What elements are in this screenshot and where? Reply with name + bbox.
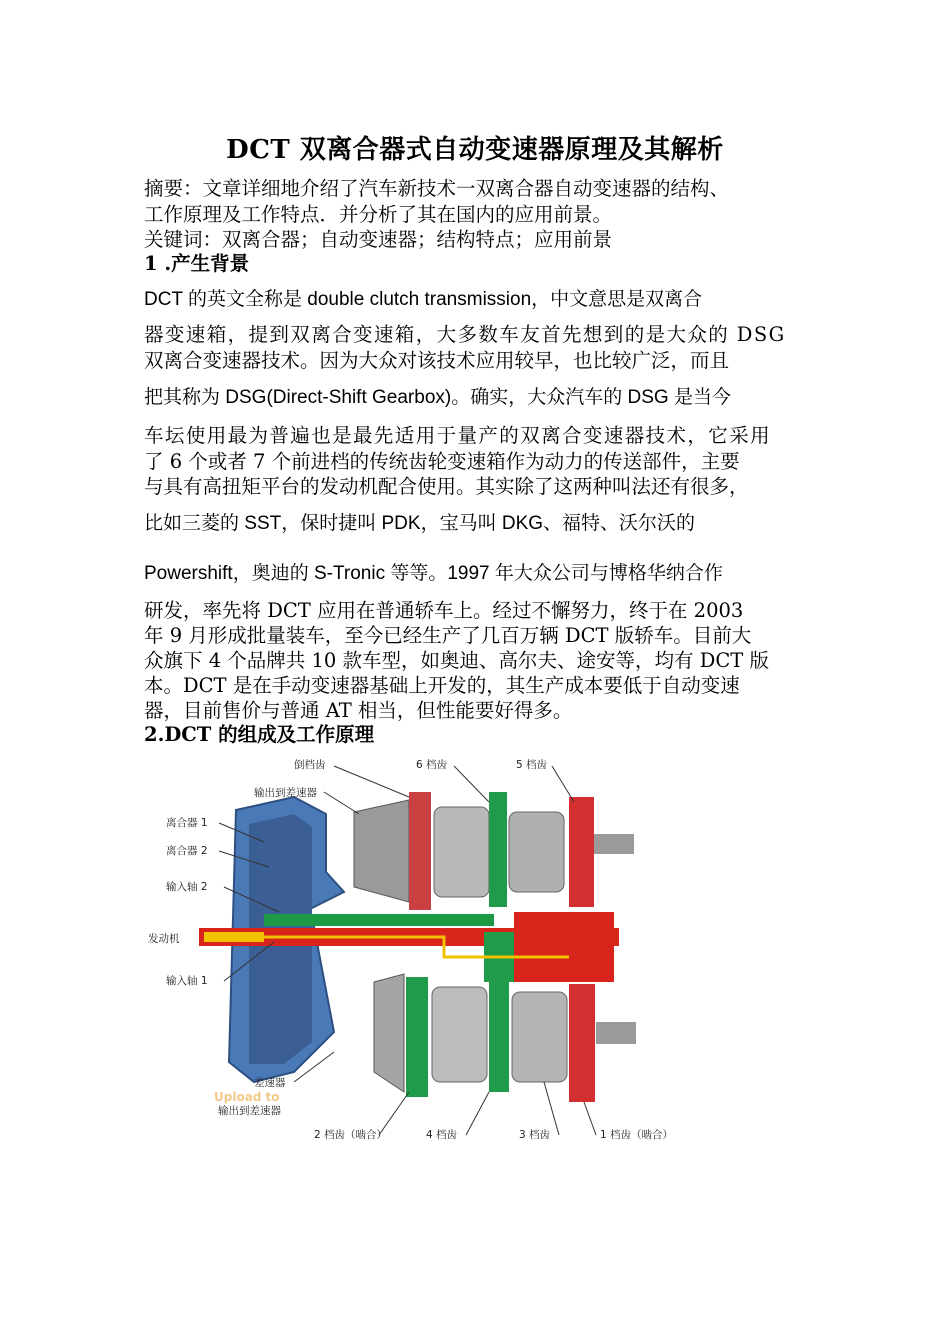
label-input-shaft-1: 输入轴 1	[166, 975, 208, 987]
reverse-gear	[409, 792, 431, 910]
label-input-shaft-2: 输入轴 2	[166, 881, 208, 893]
label-reverse: 倒档齿	[294, 759, 326, 771]
body-line: 器，目前售价与普通 AT 相当，但性能要好得多。	[144, 699, 573, 722]
gear-4	[489, 982, 509, 1092]
label-engine: 发动机	[148, 933, 180, 945]
label-gear-2: 2 档齿（啮合）	[314, 1129, 388, 1141]
gear-5	[569, 797, 594, 907]
body-line: 双离合变速器技术。因为大众对该技术应用较早，也比较广泛，而且	[144, 349, 730, 372]
synchro-upper-1	[434, 807, 489, 897]
upper-gear-grey	[354, 800, 409, 902]
output-shaft-lower	[596, 1022, 636, 1044]
gear-6	[489, 792, 507, 907]
section-heading-1: 1 .产生背景	[144, 252, 250, 275]
label-gear-3: 3 档齿	[519, 1129, 551, 1141]
body-line: 车坛使用最为普遍也是最先适用于量产的双离合变速器技术，它采用	[144, 424, 772, 447]
label-output-top: 输出到差速器	[254, 787, 317, 799]
lower-gear-grey	[374, 974, 404, 1092]
gear-1	[569, 984, 595, 1102]
label-gear-4: 4 档齿	[426, 1129, 458, 1141]
label-output-bottom: 输出到差速器	[218, 1105, 281, 1117]
label-clutch-1: 离合器 1	[166, 817, 208, 829]
label-gear-5: 5 档齿	[516, 759, 548, 771]
dct-diagram	[144, 752, 694, 1150]
synchro-lower-2	[512, 992, 567, 1082]
label-gear-6: 6 档齿	[416, 759, 448, 771]
body-line: Powershift，奥迪的 S-Tronic 等等。1997 年大众公司与博格华纳合作	[144, 563, 723, 584]
watermark: Upload to	[214, 1090, 280, 1104]
page-title: DCT 双离合器式自动变速器原理及其解析	[226, 135, 724, 165]
body-line: 研发，率先将 DCT 应用在普通轿车上。经过不懈努力，终于在 2003	[144, 599, 744, 622]
keywords-line: 关键词：双离合器；自动变速器；结构特点；应用前景	[144, 228, 613, 251]
body-line: 了 6 个或者 7 个前进档的传统齿轮变速箱作为动力的传送部件，主要	[144, 450, 740, 473]
output-gear-cluster	[514, 912, 614, 982]
abstract-line-2: 工作原理及工作特点．并分析了其在国内的应用前景。	[144, 203, 613, 226]
input-shaft-2	[264, 914, 494, 926]
section-heading-2: 2.DCT 的组成及工作原理	[144, 723, 375, 746]
body-line: DCT 的英文全称是 double clutch transmission，中文意思是双离合	[144, 289, 703, 310]
body-line: 比如三菱的 SST，保时捷叫 PDK，宝马叫 DKG、福特、沃尔沃的	[144, 513, 696, 534]
label-differential: 差速器	[254, 1077, 286, 1089]
label-clutch-2: 离合器 2	[166, 845, 208, 857]
output-shaft-upper	[594, 834, 634, 854]
body-line: 把其称为 DSG(Direct-Shift Gearbox)。确实，大众汽车的 DSG 是当今	[144, 387, 731, 408]
body-line: 年 9 月形成批量装车，至今已经生产了几百万辆 DCT 版轿车。目前大	[144, 624, 752, 647]
body-line: 本。DCT 是在手动变速器基础上开发的，其生产成本要低于自动变速	[144, 674, 740, 697]
gear-2	[406, 977, 428, 1097]
body-line: 器变速箱，提到双离合变速箱，大多数车友首先想到的是大众的 DSG	[144, 323, 786, 346]
synchro-upper-2	[509, 812, 564, 892]
synchro-lower-1	[432, 987, 487, 1082]
body-line: 众旗下 4 个品牌共 10 款车型，如奥迪、高尔夫、途安等，均有 DCT 版	[144, 649, 769, 672]
abstract-line-1: 摘要：文章详细地介绍了汽车新技术一双离合器自动变速器的结构、	[144, 177, 730, 200]
body-line: 与具有高扭矩平台的发动机配合使用。其实除了这两种叫法还有很多，	[144, 475, 749, 498]
label-gear-1: 1 档齿（啮合）	[600, 1129, 674, 1141]
